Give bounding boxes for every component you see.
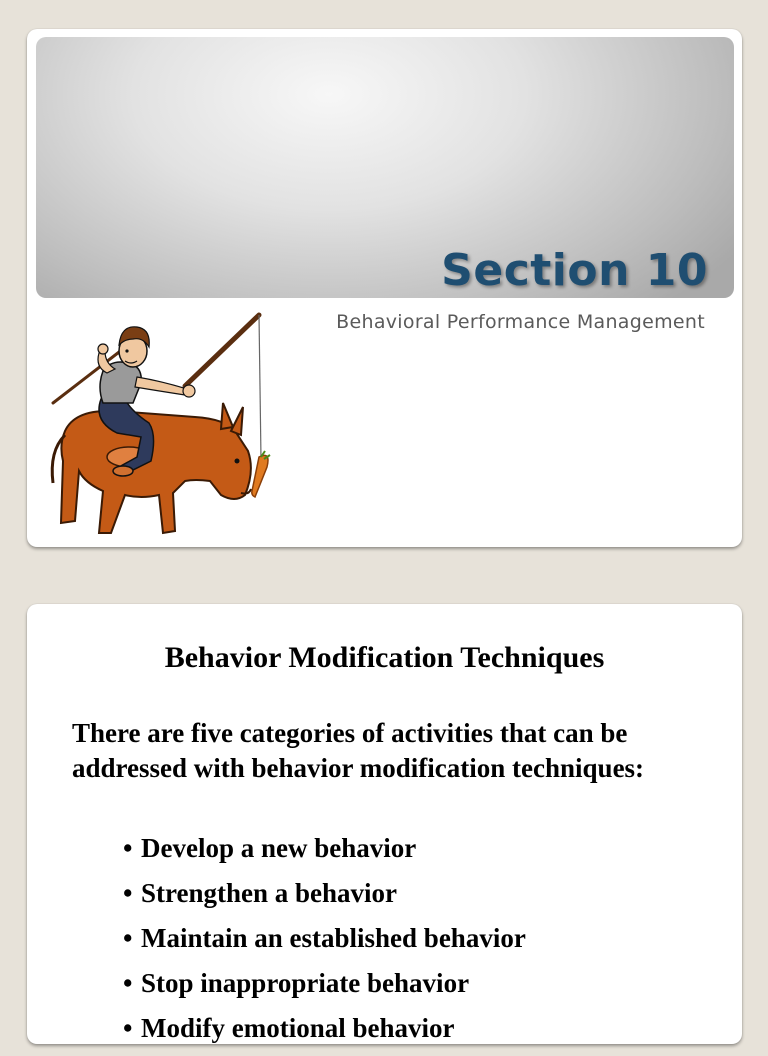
slide-heading: Behavior Modification Techniques [164,641,605,674]
list-item [123,921,526,966]
technique-list [123,831,526,1056]
list-item-label: Maintain an established behavior [141,923,526,953]
bullet-icon: • [123,1013,133,1043]
list-item [123,966,526,1011]
title-slide [27,29,742,547]
intro-paragraph: There are five categories of activities that can be addressed with behavior modification techniques: [72,718,645,783]
donkey-carrot-clipart-icon [45,311,277,543]
list-item-label: Strengthen a behavior [141,878,398,908]
list-item-label: Stop inappropriate behavior [141,968,470,998]
list-item [123,1011,526,1056]
bullet-icon: • [123,833,133,863]
list-item [123,876,526,921]
bullet-icon: • [123,923,133,953]
bullet-icon: • [123,878,133,908]
bullet-icon: • [123,968,133,998]
content-slide [27,604,742,1044]
list-item-label: Modify emotional behavior [141,1013,455,1043]
section-title: Section 10 [441,245,708,296]
list-item-label: Develop a new behavior [141,833,417,863]
list-item [123,831,526,876]
section-subtitle: Behavioral Performance Management [336,311,705,333]
